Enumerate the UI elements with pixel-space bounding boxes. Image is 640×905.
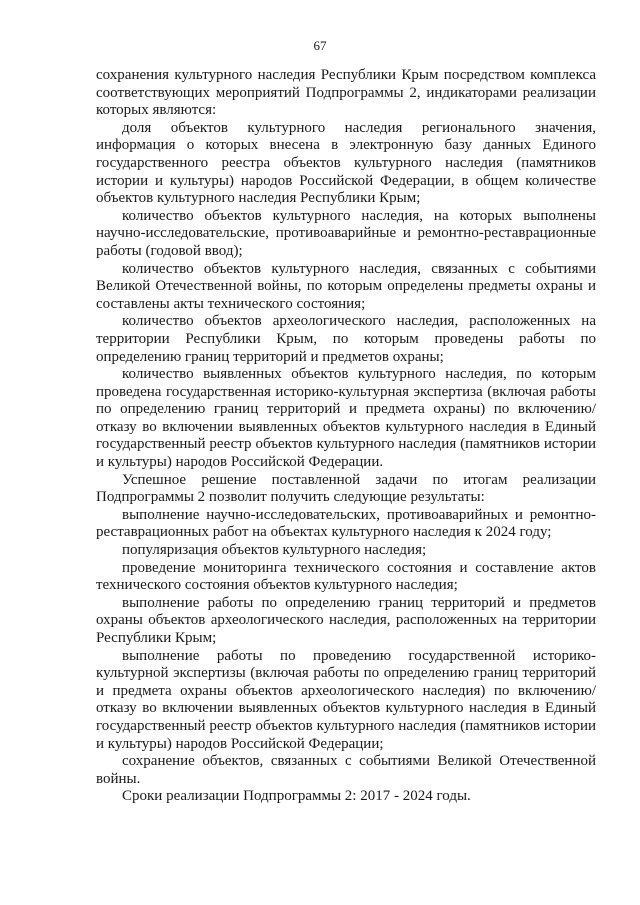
result-item: популяризация объектов культурного наследия; (122, 542, 427, 559)
results-intro-paragraph: Успешное решение поставленной задачи по итогам реализации Подпрограммы 2 позволит получить следующие результаты: (96, 471, 596, 506)
result-item: выполнение научно-исследовательских, противоаварийных и ремонтно-реставрационных работ на объектах культурного наследия к 2024 году; (96, 506, 596, 541)
result-item: проведение мониторинга технического состояния и составление актов технического состояния объектов культурного наследия; (96, 559, 596, 594)
indicator-item: количество объектов археологического наследия, расположенных на территории Республики Крым, по которым проведены работы по определению границ территорий и предметов охраны; (96, 313, 596, 365)
indicator-item: количество объектов культурного наследия, связанных с событиями Великой Отечественной войны, по которым определены предметы охраны и составлены акты технического состояния; (96, 260, 596, 312)
indicator-item: количество выявленных объектов культурного наследия, по которым проведена государственная историко-культурная экспертиза (включая работы по определению границ территорий и предмета охраны) по включению/отказу во включении выявленных объектов культурного наследия в Единый государственный реестр объектов культурного наследия (памятников истории и культуры) народов Российской Федерации. (96, 366, 596, 471)
indicator-item: доля объектов культурного наследия регионального значения, информация о которых внесена в электронную базу данных Единого государственного реестра объектов культурного наследия (памятников истории и культуры) народов Российской Федерации, в общем количестве объектов культурного наследия Республики Крым; (96, 119, 596, 207)
result-item: выполнение работы по определению границ территорий и предметов охраны объектов археологического наследия, расположенных на территории Республики Крым; (96, 594, 596, 646)
result-item: выполнение работы по проведению государственной историко-культурной экспертизы (включая работы по определению границ территорий и предмета охраны объектов археологического наследия) по включению/отказу во включении выявленных объектов культурного наследия в Единый государственный реестр объектов культурного наследия (памятников истории и культуры) народов Российской Федерации; (96, 647, 596, 752)
page-number: 67 (313, 38, 327, 53)
implementation-period-paragraph: Сроки реализации Подпрограммы 2: 2017 - 2024 годы. (122, 788, 471, 805)
document-body (96, 67, 596, 806)
result-item: сохранение объектов, связанных с событиями Великой Отечественной войны. (96, 753, 596, 787)
indicator-item: количество объектов культурного наследия, на которых выполнены научно-исследовательские, противоаварийные и ремонтно-реставрационные работы (годовой ввод); (96, 207, 596, 259)
paragraph-intro-continuation: сохранения культурного наследия Республики Крым посредством комплекса соответствующих мероприятий Подпрограммы 2, индикаторами реализации которых являются: (96, 67, 596, 119)
